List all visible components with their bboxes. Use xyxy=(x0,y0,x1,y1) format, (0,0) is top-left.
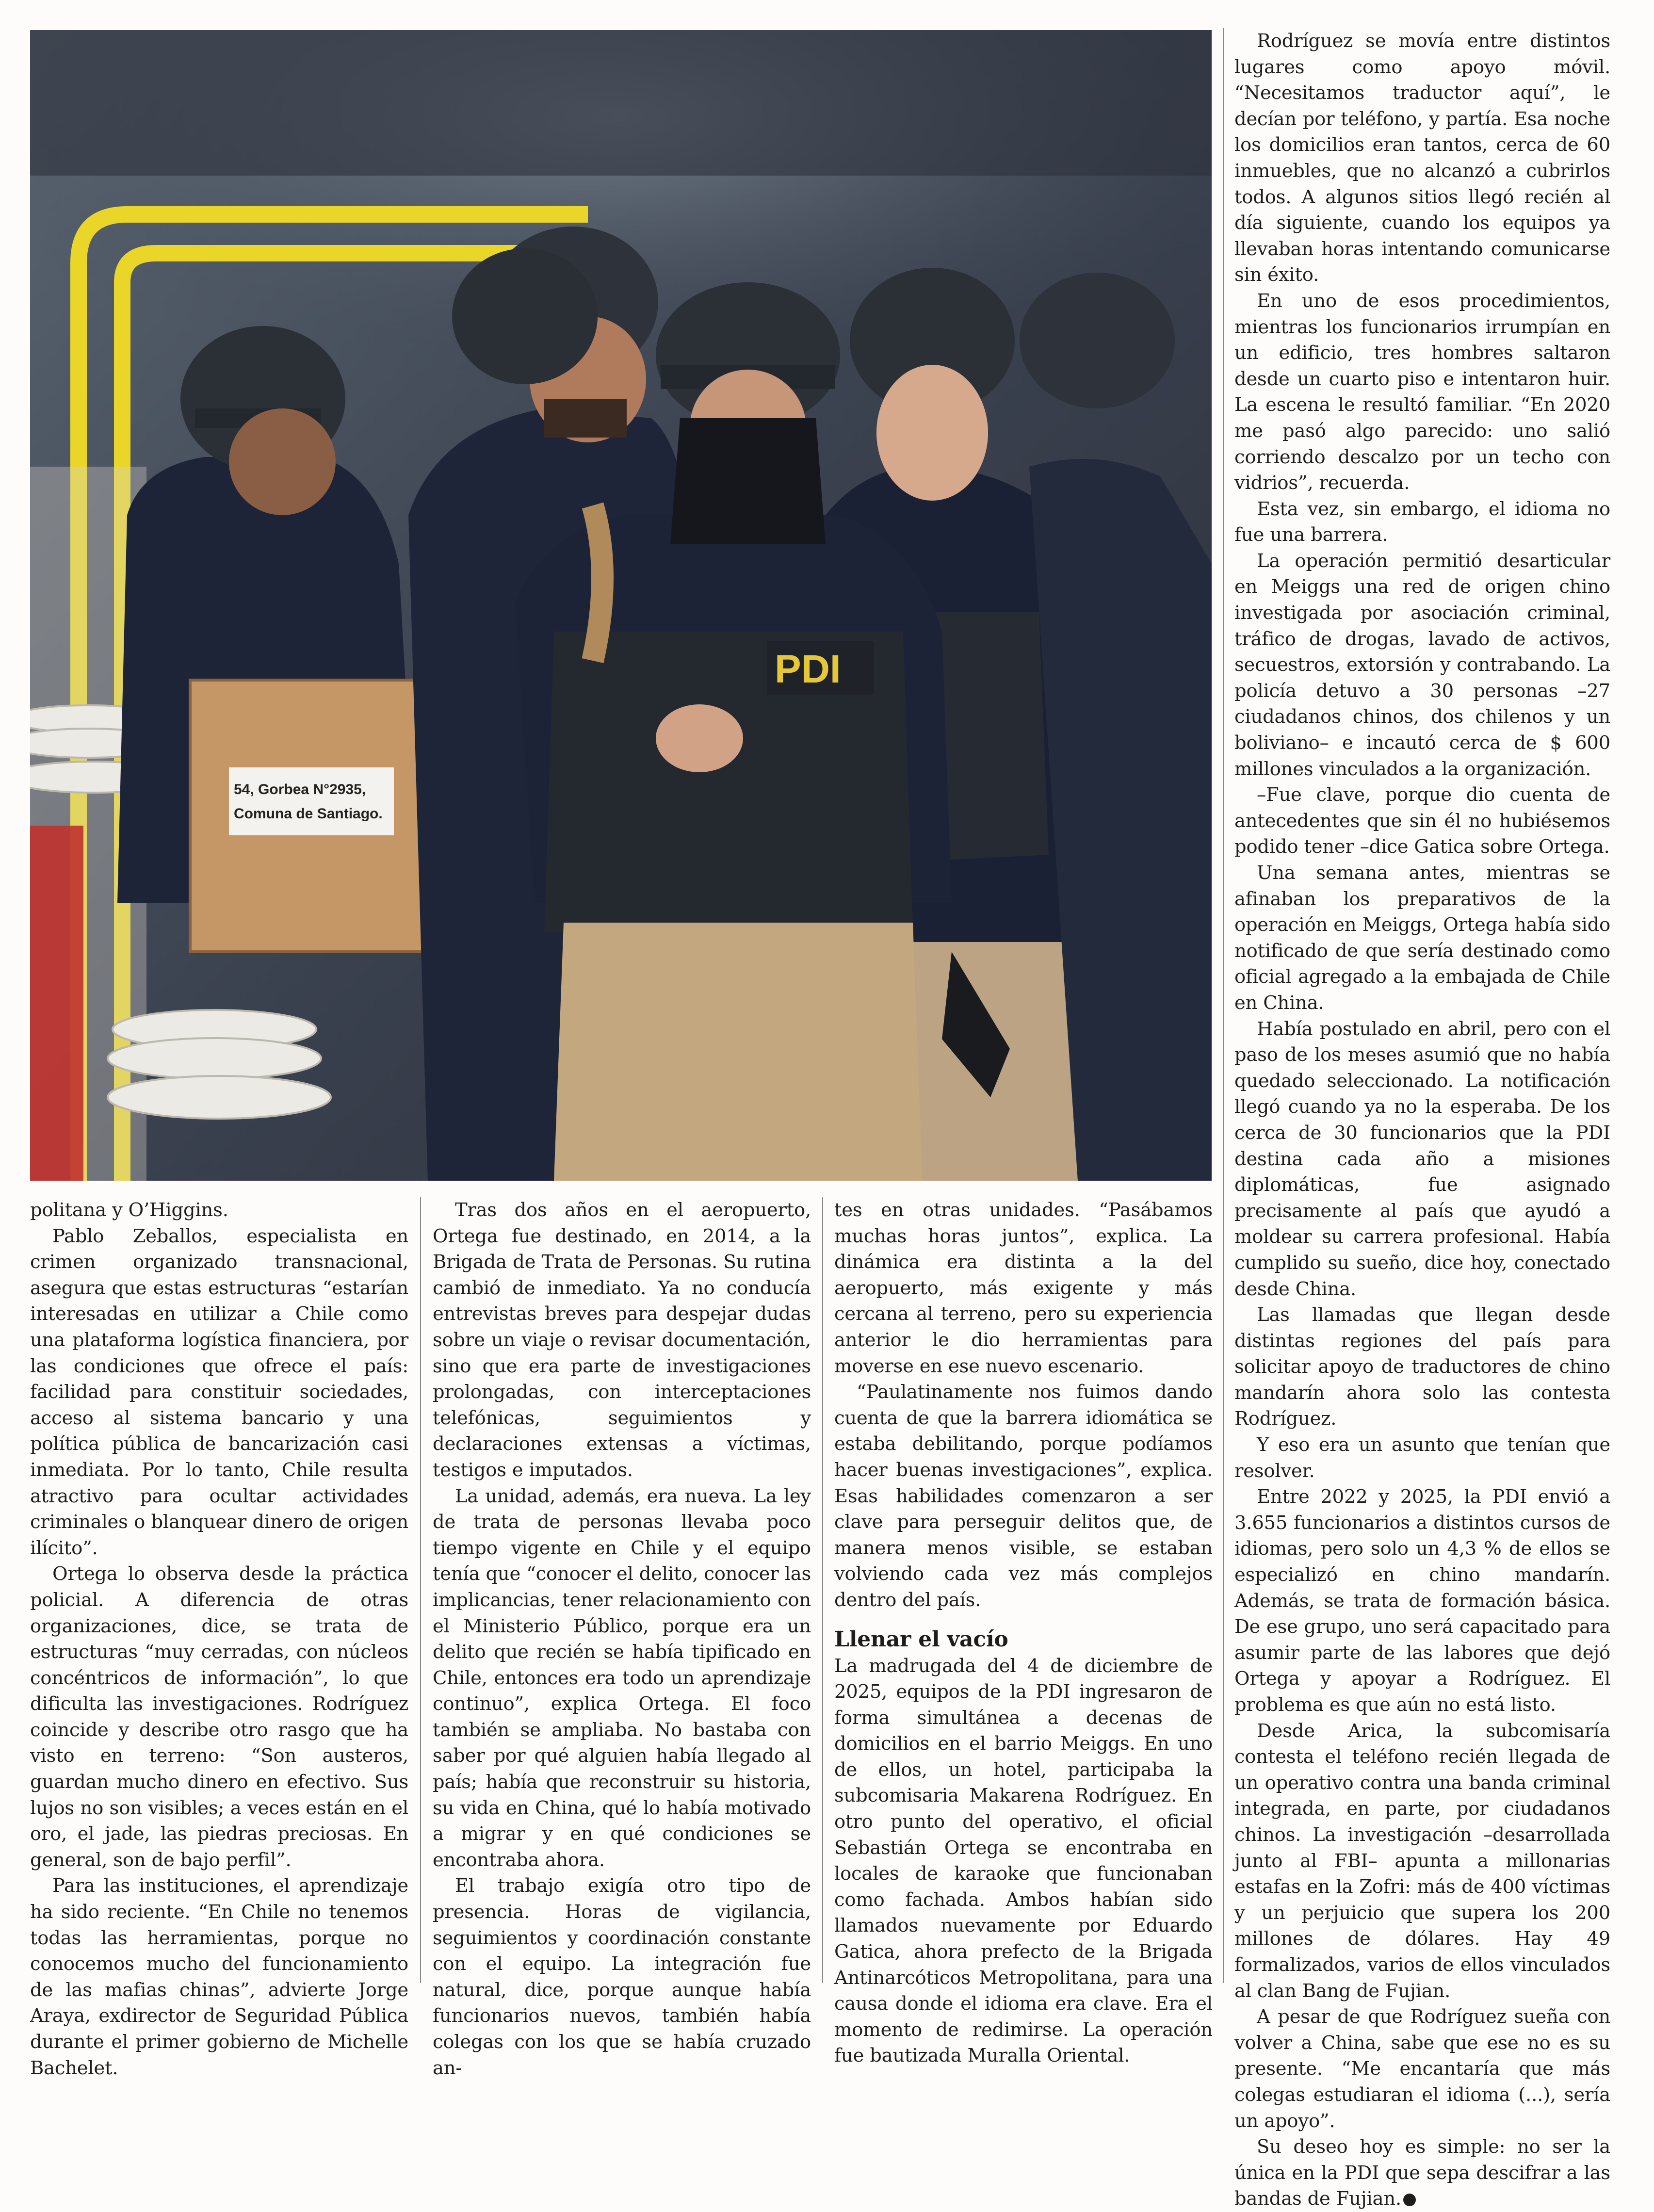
box-label-line1: 54, Gorbea N°2935, xyxy=(234,781,366,797)
paragraph: La unidad, además, era nueva. La ley de trata de personas llevaba poco tiempo vigente en Chile y el equipo tenía que “conocer el delito, conocer las implicancias, tener relacionamiento con el Ministerio Público, porque era un delito que recién se había tipificado en Chile, entonces era todo un aprendizaje continuo”, explica Ortega. El foco también se ampliaba. No bastaba con saber por qué alguien había llegado al país; había que reconstruir su historia, su vida en China, qué lo había motivado a migrar y en qué condiciones se encontraba ahora. xyxy=(433,1485,811,1871)
box-label-line2: Comuna de Santiago. xyxy=(234,806,383,822)
column-2 xyxy=(433,1197,811,2081)
paragraph: Entre 2022 y 2025, la PDI envió a 3.655 funcionarios a distintos cursos de idiomas, pero solo un 4,3 % de ellos se especializó en chino mandarín. Además, se trata de formación básica. De ese grupo, uno será capacitado para asumir parte de las labores que dejó Ortega y apoyar a Rodríguez. El problema es que aún no está listo. xyxy=(1234,1486,1610,1716)
paragraph: La madrugada del 4 de diciembre de 2025, equipos de la PDI ingresaron de forma simultánea a decenas de domicilios en el barrio Meiggs. En uno de ellos, un hotel, participaba la subcomisaria Makarena Rodríguez. En otro punto del operativo, el oficial Sebastián Ortega se encontraba en locales de karaoke que funcionaban como fachada. Ambos habían sido llamados nuevamente por Eduardo Gatica, ahora prefecto de la Brigada Antinarcóticos Metropolitana, para una causa donde el idioma era clave. Era el momento de redimirse. La operación fue bautizada Muralla Oriental. xyxy=(834,1655,1213,2067)
paragraph-final xyxy=(1234,2134,1610,2212)
paragraph: Y eso era un asunto que tenían que resolver. xyxy=(1234,1434,1610,1482)
paragraph: Rodríguez se movía entre distintos lugares como apoyo móvil. “Necesitamos traductor aquí”, le decían por teléfono, y partía. Esa noche los domicilios eran tantos, cerca de 60 inmuebles, que no alcanzó a cubrirlos todos. A algunos sitios llegó recién al día siguiente, cuando los equipos ya llevaban horas intentando comunicarse sin éxito. xyxy=(1234,30,1610,286)
paragraph: A pesar de que Rodríguez sueña con volver a China, sabe que ese no es su presente. “Me encantaría que más colegas estudiaran el idioma (...), sería un apoyo”. xyxy=(1234,2006,1610,2132)
paragraph: Tras dos años en el aeropuerto, Ortega fue destinado, en 2014, a la Brigada de Trata de Personas. Su rutina cambió de inmediato. Ya no conducía entrevistas breves para despejar dudas sobre un viaje o revisar documentación, sino que era parte de investigaciones prolongadas, con interceptaciones telefónicas, seguimientos y declaraciones extensas a víctimas, testigos e imputados. xyxy=(433,1199,811,1481)
final-paragraph-text: Su deseo hoy es simple: no ser la única en la PDI que sepa descifrar a las bandas de Fujian. xyxy=(1234,2136,1610,2210)
paragraph: –Fue clave, porque dio cuenta de antecedentes que sin él no hubiésemos podido tener –dice Gatica sobre Ortega. xyxy=(1234,784,1610,858)
paragraph: Una semana antes, mientras se afinaban los preparativos de la operación en Meiggs, Ortega había sido notificado de que sería destinado como oficial agregado a la embajada de Chile en China. xyxy=(1234,862,1610,1014)
cardboard-box xyxy=(190,680,433,952)
section-heading: Llenar el vacío xyxy=(834,1626,1008,1652)
column-rule-3 xyxy=(1223,28,1224,1983)
officer-back-mid xyxy=(452,248,598,384)
paragraph: Desde Arica, la subcomisaría contesta el teléfono recién llegada de un operativo contra una banda criminal integrada, en parte, por ciudadanos chinos. La investigación –desarrollada junto al FBI– apunta a millonarias estafas en la Zofri: más de 400 víctimas y un perjuicio que supera los 200 millones de dólares. Hay 49 formalizados, varios de ellos vinculados al clan Bang de Fujian. xyxy=(1234,1720,1610,2002)
paragraph: Ortega lo observa desde la práctica policial. A diferencia de otras organizaciones, dice, se trata de estructuras “muy cerradas, con núcleos concéntricos de información”, lo que dificulta las investigaciones. Rodríguez coincide y describe otro rasgo que ha visto en terreno: “Son austeros, guardan mucho dinero en efectivo. Sus lujos no son visibles; a veces están en el oro, el jade, las piedras preciosas. En general, son de bajo perfil”. xyxy=(30,1563,408,1871)
paragraph: Esta vez, sin embargo, el idioma no fue una barrera. xyxy=(1234,498,1610,546)
paragraph: En uno de esos procedimientos, mientras los funcionarios irrumpían en un edificio, tres hombres saltaron desde un cuarto piso e intentaron huir. La escena le resultó familiar. “En 2020 me pasó algo parecido: uno salió corriendo descalzo por un techo con vidrios”, recuerda. xyxy=(1234,290,1610,494)
paragraph: Las llamadas que llegan desde distintas regiones del país para solicitar apoyo de traductores de chino mandarín ahora solo las contesta Rodríguez. xyxy=(1234,1304,1610,1430)
paragraph: politana y O’Higgins. xyxy=(30,1199,228,1221)
photo-scene xyxy=(30,30,1212,1181)
paragraph: Había postulado en abril, pero con el paso de los meses asumió que no había quedado seleccionado. La notificación llegó cuando ya no la esperaba. De los cerca de 30 funcionarios que la PDI destina cada año a misiones diplomáticas, fue asignado precisamente al país que ayudó a moldear su carrera profesional. Había cumplido su sueño, dice hoy, conectado desde China. xyxy=(1234,1018,1610,1300)
end-of-article-icon xyxy=(1403,2194,1416,2206)
paragraph: “Paulatinamente nos fuimos dando cuenta de que la barrera idiomática se estaba debilitando, porque podíamos hacer buenas investigaciones”, explica. Esas habilidades comenzaron a ser clave para perseguir delitos que, de manera menos visible, se estaban volviendo cada vez más complejos dentro del país. xyxy=(834,1381,1213,1611)
column-rule-1 xyxy=(420,1197,421,1983)
paragraph: La operación permitió desarticular en Meiggs una red de origen chino investigada por asociación criminal, tráfico de drogas, lavado de activos, secuestros, extorsión y contrabando. La policía detuvo a 30 personas –27 ciudadanos chinos, dos chilenos y un boliviano– e incautó cerca de $ 600 millones vinculados a la organización. xyxy=(1234,550,1610,780)
column-3 xyxy=(834,1197,1213,2069)
paragraph: Pablo Zeballos, especialista en crimen organizado transnacional, asegura que estas estructuras “estarían interesadas en utilizar a Chile como una plataforma logística financiera, por las condiciones que ofrece el país: facilidad para constituir sociedades, acceso al sistema bancario y una política pública de bancarización casi inmediata. Por lo tanto, Chile resulta atractivo para ocultar actividades criminales o blanquear dinero de origen ilícito”. xyxy=(30,1225,408,1559)
paragraph: tes en otras unidades. “Pasábamos muchas horas juntos”, explica. La dinámica era distinta a la del aeropuerto, más exigente y más cercana al terreno, pero su experiencia anterior le dio herramientas para moverse en ese nuevo escenario. xyxy=(834,1199,1213,1377)
vest-label: PDI xyxy=(775,647,841,691)
paragraph: El trabajo exigía otro tipo de presencia. Horas de vigilancia, seguimientos y coordinación constante con el equipo. La integración fue natural, dice, porque aunque había funcionarios nuevos, también había colegas con los que se había cruzado an- xyxy=(433,1875,811,2079)
column-4 xyxy=(1234,28,1610,2212)
red-object xyxy=(30,826,83,1181)
article-photo xyxy=(30,30,1212,1181)
column-1 xyxy=(30,1197,408,2081)
paragraph: Para las instituciones, el aprendizaje ha sido reciente. “En Chile no tenemos todas las herramientas, porque no conocemos mucho del funcionamiento de las mafias chinas”, advierte Jorge Araya, exdirector de Seguridad Pública durante el primer gobierno de Michelle Bachelet. xyxy=(30,1875,408,2079)
column-rule-2 xyxy=(822,1197,823,1983)
